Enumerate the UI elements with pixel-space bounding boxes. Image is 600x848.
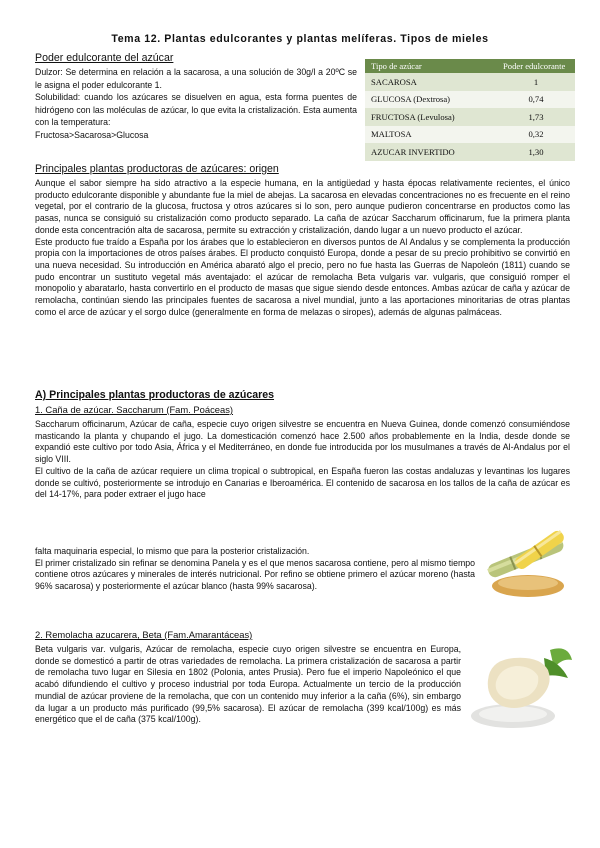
- table-cell: SACAROSA: [365, 73, 497, 91]
- table-cell: 0,74: [497, 91, 575, 109]
- cane-text-continued: [35, 546, 475, 593]
- sweetness-order: Fructosa>Sacarosa>Glucosa: [35, 129, 149, 140]
- table-header: Tipo de azúcar: [365, 59, 497, 73]
- section-a-heading: A) Principales plantas productoras de azúcares: [35, 389, 275, 401]
- table-row: [365, 108, 575, 126]
- table-cell: MALTOSA: [365, 126, 497, 144]
- table-row: [365, 91, 575, 109]
- table-cell: 1: [497, 73, 575, 91]
- solubilidad-text: Solubilidad: cuando los azúcares se disuelven en agua, esta forma puentes de hidrógeno con las moléculas de azúcar, lo que evita la cristalización. Esta aumenta con la temperatura:: [35, 92, 357, 128]
- table-cell: AZUCAR INVERTIDO: [365, 143, 497, 161]
- cane-text: [35, 419, 570, 501]
- sugar-beet-image: [468, 640, 574, 730]
- beet-heading: 2. Remolacha azucarera, Beta (Fam.Amarantáceas): [35, 629, 253, 640]
- table-row: [365, 126, 575, 144]
- cane-paragraph-2-end: falta maquinaria especial, lo mismo que para la posterior cristalización.: [35, 546, 310, 556]
- table-cell: GLUCOSA (Dextrosa): [365, 91, 497, 109]
- beet-paragraph-1: Beta vulgaris var. vulgaris, Azúcar de remolacha, especie cuyo origen silvestre se encuentra en Europa, donde se domesticó a partir de otras variedades de remolacha. La primera cristalización de sacarosa a partir de remolacha tuvo lugar en Silesia en 1802 (Polonia, antes Prusia). Pero fue el imperio Napoleónico el que acabó difundiendo el cultivo y proceso industrial por toda Europa. Actualmente un tercio de la producción mundial de azúcar proviene de la remolacha, que con un contenido muy inferior a la caña (6%), sin embargo da lugar a un producto más purificado (99,5% sacarosa). El azúcar de remolacha (399 kcal/100g) es más energético que el de caña (375 kcal/100g).: [35, 644, 461, 725]
- cane-heading: 1. Caña de azúcar. Saccharum (Fam. Poáceas): [35, 404, 234, 415]
- table-header-row: [365, 59, 575, 73]
- page-title: Tema 12. Plantas edulcorantes y plantas melíferas. Tipos de mieles: [111, 33, 489, 45]
- table-cell: 1,30: [497, 143, 575, 161]
- cane-paragraph-2: El cultivo de la caña de azúcar requiere un clima tropical o subtropical, en España fueron las costas andaluzas y levantinas los lugares donde se cultivó, posteriormente se introdujo en Canarias e Iberoamérica. El contenido de sacarosa en los tallos de la caña de azúcar es del 14-17%, para poder extraer el jugo hace: [35, 465, 570, 500]
- intro-heading: Poder edulcorante del azúcar: [35, 52, 174, 64]
- origin-paragraph-2: Este producto fue traído a España por los árabes que lo establecieron en diversos puntos de Al Andalus y se complementa la producción propia con la importaciones de otros países árabes. El producto conquistó Europa, donde a pesar de su precio prohibitivo se convirtió en una nueva necesidad. Su introducción en América abarató algo el precio, pero no fue hasta las Guerras de Napoleón (1811) cuando se pudo encontrar un sustituto vegetal más aventajado: el azúcar de remolacha Beta vulgaris var. vulgaris, que consiguió romper el monopolio y abaratarlo, hasta convertirlo en el producto de masas que sigue siendo desde entonces. Ambas azúcar de caña y azúcar de remolacha, continúan siendo las principales fuentes de sacarosa a nivel mundial, junto a las aportaciones minoritarias de otras plantas como el arce de azúcar y el sorgo dulce (generalmente en forma de melazas o siropes), además de algunas palmáceas.: [35, 236, 570, 317]
- sugar-cane-image: [482, 528, 574, 600]
- table-header: Poder edulcorante: [497, 59, 575, 73]
- table-cell: FRUCTOSA (Levulosa): [365, 108, 497, 126]
- table-cell: 1,73: [497, 108, 575, 126]
- beet-text: [35, 644, 461, 726]
- sweetness-table: [365, 59, 575, 161]
- origin-text: [35, 178, 570, 318]
- cane-paragraph-1: Saccharum officinarum, Azúcar de caña, especie cuyo origen silvestre se encuentra en Nueva Guinea, donde comenzó consumiéndose masticando la planta y chupando el jugo. La domesticación comenzó hace 2.500 años probablemente en la India, desde donde se expandió este cultivo por todo Asia, África y el Mediterráneo, en donde fue introducida por los musulmanes a través de Al-Andalus por el siglo VIII.: [35, 419, 570, 465]
- origin-paragraph-1: Aunque el sabor siempre ha sido atractivo a la especie humana, en la antigüedad y hasta épocas relativamente recientes, el único producto edulcorante disponible y abundante fue la miel de abejas. La sacarosa en elevadas concentraciones no es frecuente en el reino vegetal, por el contrario de la glucosa, fructosa y otros azúcares si lo son, pero aunque pudieron concentrarse en productos como las pasas, nunca se consiguió su cristalización como producto separado. La caña de azúcar Saccharum officinarum, fue la primera planta donde esta concentración alta de sacarosa, permite su extracción y cristalización, dando lugar a un nuevo producto el azúcar.: [35, 178, 570, 235]
- dulzor-text: Dulzor: Se determina en relación a la sacarosa, a una solución de 30g/l a 20ºC se le asigna el poder edulcorante 1.: [35, 67, 357, 90]
- cane-paragraph-3: El primer cristalizado sin refinar se denomina Panela y es el que menos sacarosa contiene, pero al mismo tiempo contiene otros azúcares y minerales de interés nutricional. Por refino se obtiene primero el azúcar moreno (hasta 96% sacarosa) y posteriormente el azúcar blanco (hasta 99% sacarosa).: [35, 557, 475, 592]
- table-row: [365, 143, 575, 161]
- intro-text: [35, 66, 357, 142]
- table-cell: 0,32: [497, 126, 575, 144]
- table-row: [365, 73, 575, 91]
- origin-heading: Principales plantas productoras de azúcares: origen: [35, 163, 279, 175]
